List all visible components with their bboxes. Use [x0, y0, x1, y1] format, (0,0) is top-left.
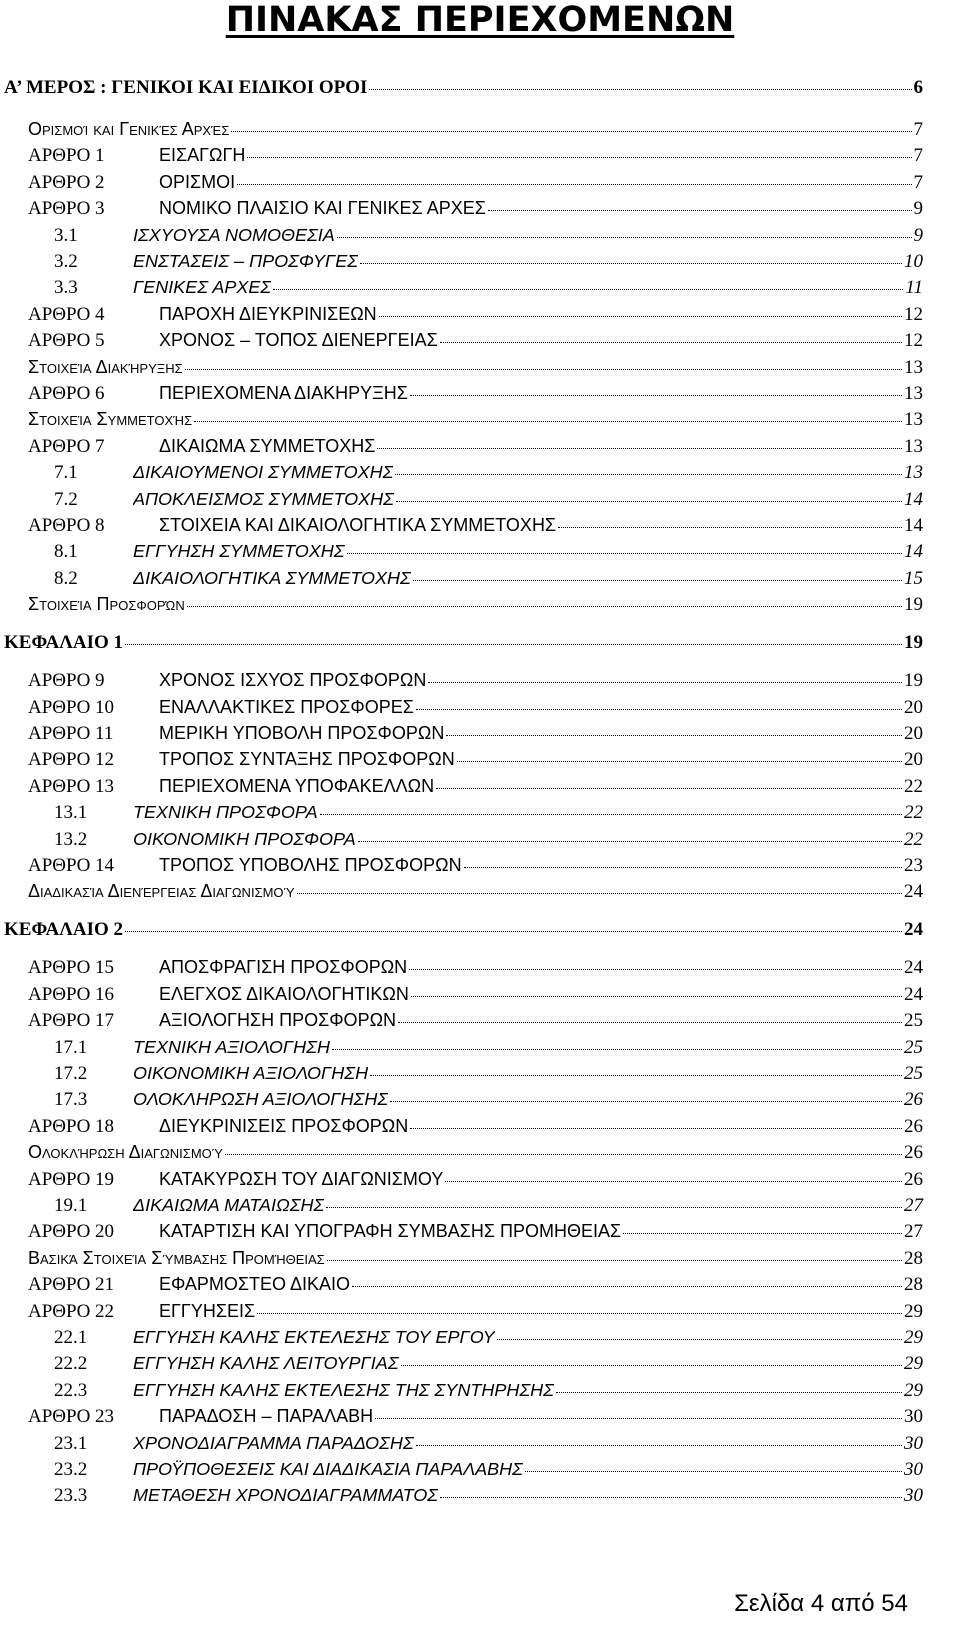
toc-entry[interactable]	[54, 1380, 923, 1407]
toc-entry-number: ΑΡΘΡΟ 8	[28, 515, 105, 536]
toc-entry-page: 27	[904, 1221, 923, 1243]
toc-entry[interactable]	[28, 1169, 923, 1196]
toc-entry[interactable]	[28, 330, 923, 357]
toc-entry-title: Ορισμοί και Γενικές Αρχές	[28, 119, 230, 139]
dot-leader	[377, 448, 902, 449]
toc-entry-number: ΑΡΘΡΟ 5	[28, 330, 105, 352]
toc-entry-title: ΕΓΓΥΗΣΗ ΚΑΛΗΣ ΛΕΙΤΟΥΡΓΙΑΣ	[133, 1353, 399, 1374]
dot-leader	[225, 1154, 902, 1155]
toc-entry[interactable]	[28, 1248, 923, 1275]
toc-entry-number: 3.1	[54, 224, 78, 246]
toc-entry[interactable]	[54, 829, 923, 856]
toc-entry-title: ΕΝΑΛΛΑΚΤΙΚΕΣ ΠΡΟΣΦΟΡΕΣ	[159, 696, 414, 717]
toc-entry-number: ΑΡΘΡΟ 22	[28, 1300, 115, 1322]
toc-entry-number: 17.1	[54, 1036, 88, 1058]
toc-entry-title: ΤΕΧΝΙΚΗ ΑΞΙΟΛΟΓΗΣΗ	[133, 1036, 330, 1057]
toc-entry-title: ΔΙΕΥΚΡΙΝΙΣΕΙΣ ΠΡΟΣΦΟΡΩΝ	[159, 1115, 409, 1136]
toc-entry-number: 13.2	[54, 828, 88, 850]
toc-entry-page: 13	[904, 462, 923, 484]
toc-entry-page: 7	[913, 171, 923, 193]
toc-entry-title: ΠΑΡΑΔΟΣΗ – ΠΑΡΑΛΑΒΗ	[159, 1406, 374, 1427]
dot-leader	[409, 969, 902, 970]
dot-leader	[416, 709, 902, 710]
dot-leader	[320, 814, 902, 815]
toc-entry[interactable]	[54, 1433, 923, 1460]
toc-entry-number: ΑΡΘΡΟ 19	[28, 1168, 115, 1190]
toc-entry-title: ΧΡΟΝΟΔΙΑΓΡΑΜΜΑ ΠΑΡΑΔΟΣΗΣ	[133, 1432, 414, 1453]
dot-leader	[125, 931, 902, 932]
toc-entry-page: 14	[904, 515, 923, 536]
toc-entry-number: ΑΡΘΡΟ 4	[28, 303, 105, 325]
toc-entry-number: ΑΡΘΡΟ 23	[28, 1406, 115, 1428]
dot-leader	[457, 761, 902, 762]
toc-entry[interactable]	[54, 489, 923, 516]
toc-entry-number: 22.3	[54, 1379, 88, 1401]
toc-entry-number: ΑΡΘΡΟ 6	[28, 383, 105, 404]
dot-leader	[525, 1471, 902, 1472]
dot-leader	[297, 893, 902, 894]
toc-entry-page: 13	[904, 409, 923, 431]
toc-entry[interactable]	[4, 77, 923, 104]
dot-leader	[558, 527, 902, 528]
toc-entry-number: ΑΡΘΡΟ 15	[28, 957, 115, 979]
dot-leader	[327, 1260, 902, 1261]
toc-entry-title: ΝΟΜΙΚΟ ΠΛΑΙΣΙΟ ΚΑΙ ΓΕΝΙΚΕΣ ΑΡΧΕΣ	[159, 198, 486, 219]
toc-entry-number: 22.2	[54, 1353, 88, 1375]
toc-entry-page: 28	[904, 1247, 923, 1269]
toc-entry-title: ΧΡΟΝΟΣ ΙΣΧΥΟΣ ΠΡΟΣΦΟΡΩΝ	[159, 670, 427, 691]
toc-entry[interactable]	[28, 357, 923, 384]
page-title: ΠΙΝΑΚΑΣ ΠΕΡΙΕΧΟΜΕΝΩΝ	[225, 0, 735, 40]
toc-entry-page: 9	[913, 198, 923, 220]
toc-entry-number: ΑΡΘΡΟ 7	[28, 435, 105, 457]
toc-entry[interactable]	[28, 670, 923, 697]
toc-entry-title: ΧΡΟΝΟΣ – ΤΟΠΟΣ ΔΙΕΝΕΡΓΕΙΑΣ	[159, 330, 438, 351]
toc-entry-page: 7	[913, 119, 923, 140]
toc-entry-page: 13	[904, 383, 923, 404]
toc-entry-number: ΑΡΘΡΟ 1	[28, 145, 105, 167]
toc-entry[interactable]	[28, 776, 923, 803]
dot-leader	[398, 1022, 902, 1023]
toc-entry-title: Ολοκλήρωση Διαγωνισμού	[28, 1142, 223, 1163]
toc-entry-number: ΑΡΘΡΟ 3	[28, 198, 105, 220]
dot-leader	[337, 237, 912, 238]
toc-entry-page: 22	[904, 828, 923, 850]
toc-entry[interactable]	[28, 409, 923, 436]
toc-entry-title: ΚΑΤΑΚΥΡΩΣΗ ΤΟΥ ΔΙΑΓΩΝΙΣΜΟΥ	[159, 1168, 444, 1189]
dot-leader	[488, 210, 912, 211]
toc-entry-page: 27	[904, 1195, 923, 1216]
toc-entry-page: 20	[904, 723, 923, 744]
toc-entry-title: ΕΛΕΓΧΟΣ ΔΙΚΑΙΟΛΟΓΗΤΙΚΩΝ	[159, 983, 409, 1004]
toc-entry[interactable]	[28, 172, 923, 199]
toc-entry-page: 29	[904, 1300, 923, 1322]
toc-entry-title: ΓΕΝΙΚΕΣ ΑΡΧΕΣ	[133, 277, 272, 298]
toc-entry[interactable]	[54, 462, 923, 489]
toc-entry-page: 20	[904, 749, 923, 771]
toc-entry-number: 3.3	[54, 277, 78, 299]
dot-leader	[273, 289, 903, 290]
toc-entry-title: Βασικά Στοιχεία Σύμβασης Προμήθειας	[28, 1247, 325, 1268]
dot-leader	[247, 157, 911, 158]
toc-entry[interactable]	[28, 198, 923, 225]
toc-entry[interactable]	[54, 1063, 923, 1090]
toc-entry-page: 30	[904, 1459, 923, 1480]
toc-entry-title: ΚΑΤΑΡΤΙΣΗ ΚΑΙ ΥΠΟΓΡΑΦΗ ΣΥΜΒΑΣΗΣ ΠΡΟΜΗΘΕΙΑΣ	[159, 1221, 622, 1242]
toc-entry-title: ΟΛΟΚΛΗΡΩΣΗ ΑΞΙΟΛΟΓΗΣΗΣ	[133, 1089, 389, 1110]
toc-entry-title: ΕΓΓΥΗΣΗ ΚΑΛΗΣ ΕΚΤΕΛΕΣΗΣ ΤΗΣ ΣΥΝΤΗΡΗΣΗΣ	[133, 1379, 554, 1400]
toc-entry[interactable]	[28, 749, 923, 776]
toc-entry-page: 6	[913, 77, 923, 98]
toc-entry-page: 26	[904, 1115, 923, 1137]
toc-entry-title: ΔΙΚΑΙΩΜΑ ΣΥΜΜΕΤΟΧΗΣ	[159, 435, 376, 456]
toc-entry[interactable]	[28, 304, 923, 331]
dot-leader	[231, 131, 911, 132]
toc-entry-number: ΑΡΘΡΟ 18	[28, 1115, 115, 1137]
toc-entry-number: 13.1	[54, 802, 88, 824]
toc-entry-page: 25	[904, 1010, 923, 1032]
toc-entry[interactable]	[28, 1221, 923, 1248]
toc-entry[interactable]	[54, 277, 923, 304]
toc-entry[interactable]	[54, 1459, 923, 1486]
toc-entry-number: 7.2	[54, 488, 78, 510]
toc-entry-page: 26	[904, 1168, 923, 1190]
toc-entry-number: 23.1	[54, 1432, 88, 1454]
dot-leader	[390, 1101, 902, 1102]
toc-entry-number: 23.2	[54, 1459, 88, 1480]
toc-entry-page: 9	[913, 224, 923, 246]
dot-leader	[237, 184, 911, 185]
dot-leader	[464, 867, 902, 868]
toc-entry[interactable]	[54, 1037, 923, 1064]
toc-entry-title: ΙΣΧΥΟΥΣΑ ΝΟΜΟΘΕΣΙΑ	[133, 224, 335, 245]
toc-entry-page: 24	[904, 983, 923, 1005]
toc-entry-title: ΕΦΑΡΜΟΣΤΕΟ ΔΙΚΑΙΟ	[159, 1274, 351, 1295]
toc-entry-page: 19	[904, 594, 923, 616]
toc-entry-page: 24	[904, 957, 923, 979]
dot-leader	[379, 316, 902, 317]
toc-entry-number: ΑΡΘΡΟ 21	[28, 1274, 115, 1296]
toc-entry-title: ΑΠΟΣΦΡΑΓΙΣΗ ΠΡΟΣΦΟΡΩΝ	[159, 957, 408, 978]
toc-entry-page: 14	[904, 541, 923, 563]
toc-entry-page: 15	[904, 567, 923, 589]
toc-entry-title: ΟΙΚΟΝΟΜΙΚΗ ΠΡΟΣΦΟΡΑ	[133, 828, 356, 849]
toc-entry[interactable]	[54, 568, 923, 595]
toc-entry-title: ΔΙΚΑΙΟΥΜΕΝΟΙ ΣΥΜΜΕΤΟΧΗΣ	[133, 462, 394, 483]
toc-entry[interactable]	[28, 383, 923, 410]
toc-entry-title: ΠΕΡΙΕΧΟΜΕΝΑ ΥΠΟΦΑΚΕΛΛΩΝ	[159, 775, 435, 796]
dot-leader	[370, 1075, 902, 1076]
toc-entry-number: ΑΡΘΡΟ 9	[28, 670, 105, 692]
toc-entry-page: 7	[913, 145, 923, 167]
toc-entry-number: ΑΡΘΡΟ 2	[28, 171, 105, 193]
dot-leader	[187, 606, 902, 607]
toc-entry-page: 30	[904, 1485, 923, 1507]
toc-entry[interactable]	[54, 1195, 923, 1222]
toc-entry-title: ΑΠΟΚΛΕΙΣΜΟΣ ΣΥΜΜΕΤΟΧΗΣ	[133, 488, 394, 509]
toc-entry-page: 22	[904, 775, 923, 797]
toc-entry[interactable]	[28, 957, 923, 984]
toc-entry-number: ΑΡΘΡΟ 20	[28, 1221, 115, 1243]
dot-leader	[395, 474, 902, 475]
dot-leader	[556, 1392, 902, 1393]
toc-entry-page: 13	[904, 435, 923, 457]
toc-entry-page: 11	[905, 277, 923, 299]
toc-entry[interactable]	[28, 594, 923, 621]
toc-entry-number: 23.3	[54, 1485, 88, 1507]
dot-leader	[326, 1207, 902, 1208]
toc-entry-page: 22	[904, 802, 923, 824]
toc-entry-title: Στοιχεία Διακήρυξης	[28, 356, 183, 377]
toc-entry-number: ΑΡΘΡΟ 17	[28, 1010, 115, 1032]
toc-entry[interactable]	[28, 1274, 923, 1301]
toc-entry-title: ΠΡΟΫΠΟΘΕΣΕΙΣ ΚΑΙ ΔΙΑΔΙΚΑΣΙΑ ΠΑΡΑΛΑΒΗΣ	[133, 1459, 523, 1479]
toc-entry-page: 23	[904, 855, 923, 876]
toc-entry-title: ΕΙΣΑΓΩΓΗ	[159, 145, 246, 166]
toc-entry[interactable]	[28, 881, 923, 908]
toc-entry-number: 8.2	[54, 567, 78, 589]
toc-entry-title: ΜΕΤΑΘΕΣΗ ΧΡΟΝΟΔΙΑΓΡΑΜΜΑΤΟΣ	[133, 1485, 439, 1506]
toc-entry-page: 29	[904, 1379, 923, 1401]
toc-entry[interactable]	[28, 984, 923, 1011]
toc-entry-page: 29	[904, 1327, 923, 1348]
dot-leader	[623, 1233, 902, 1234]
toc-entry[interactable]	[54, 541, 923, 568]
toc-entry-title: Α’ ΜΕΡΟΣ : ΓΕΝΙΚΟΙ ΚΑΙ ΕΙΔΙΚΟΙ ΟΡΟΙ	[4, 77, 368, 98]
toc-entry-title: ΔΙΚΑΙΟΛΟΓΗΤΙΚΑ ΣΥΜΜΕΤΟΧΗΣ	[133, 567, 411, 588]
toc-entry-number: 8.1	[54, 541, 78, 563]
dot-leader	[411, 996, 902, 997]
dot-leader	[446, 735, 902, 736]
dot-leader	[428, 682, 902, 683]
dot-leader	[352, 1286, 902, 1287]
toc-entry-number: ΑΡΘΡΟ 11	[28, 723, 114, 744]
dot-leader	[401, 1365, 902, 1366]
toc-entry-page: 12	[904, 330, 923, 352]
toc-entry-number: 19.1	[54, 1195, 88, 1216]
toc-entry-page: 25	[904, 1063, 923, 1084]
dot-leader	[436, 788, 902, 789]
toc-entry-title: ΕΓΓΥΗΣΗ ΣΥΜΜΕΤΟΧΗΣ	[133, 541, 345, 562]
toc-entry[interactable]	[28, 1406, 923, 1433]
toc-entry-title: ΠΑΡΟΧΗ ΔΙΕΥΚΡΙΝΙΣΕΩΝ	[159, 303, 377, 324]
dot-leader	[360, 263, 902, 264]
toc-entry-number: ΑΡΘΡΟ 12	[28, 749, 115, 771]
toc-entry[interactable]	[54, 1327, 923, 1354]
toc-entry[interactable]	[28, 1301, 923, 1328]
dot-leader	[416, 1445, 902, 1446]
toc-entry[interactable]	[54, 1485, 923, 1512]
toc-entry[interactable]	[28, 1142, 923, 1169]
toc-entry-title: ΜΕΡΙΚΗ ΥΠΟΒΟΛΗ ΠΡΟΣΦΟΡΩΝ	[159, 723, 445, 743]
toc-entry-title: ΣΤΟΙΧΕΙΑ ΚΑΙ ΔΙΚΑΙΟΛΟΓΗΤΙΚΑ ΣΥΜΜΕΤΟΧΗΣ	[159, 515, 557, 535]
toc-entry-number: ΑΡΘΡΟ 16	[28, 983, 115, 1005]
dot-leader	[440, 342, 902, 343]
toc-entry-page: 20	[904, 696, 923, 718]
toc-entry-title: ΔΙΚΑΙΩΜΑ ΜΑΤΑΙΩΣΗΣ	[133, 1195, 325, 1215]
dot-leader	[358, 841, 902, 842]
toc-entry-title: ΤΕΧΝΙΚΗ ΠΡΟΣΦΟΡΑ	[133, 802, 318, 823]
toc-entry-title: Στοιχεία Προσφορών	[28, 594, 185, 615]
dot-leader	[194, 421, 902, 422]
toc-entry[interactable]	[54, 1089, 923, 1116]
dot-leader	[347, 553, 902, 554]
toc-entry-title: ΤΡΟΠΟΣ ΣΥΝΤΑΞΗΣ ΠΡΟΣΦΟΡΩΝ	[159, 749, 455, 770]
toc-entry-number: ΑΡΘΡΟ 14	[28, 855, 115, 876]
toc-entry-title: ΠΕΡΙΕΧΟΜΕΝΑ ΔΙΑΚΗΡΥΞΗΣ	[159, 383, 408, 403]
dot-leader	[396, 501, 902, 502]
dot-leader	[332, 1049, 902, 1050]
toc-entry-number: 17.3	[54, 1089, 88, 1111]
toc-entry-page: 26	[904, 1089, 923, 1111]
toc-entry[interactable]	[28, 436, 923, 463]
dot-leader	[125, 644, 902, 645]
toc-entry-title: ΑΞΙΟΛΟΓΗΣΗ ΠΡΟΣΦΟΡΩΝ	[159, 1010, 397, 1031]
toc-entry[interactable]	[28, 515, 923, 542]
dot-leader	[375, 1418, 902, 1419]
toc-entry[interactable]	[28, 1116, 923, 1143]
toc-entry[interactable]	[28, 119, 923, 146]
toc-entry-number: ΑΡΘΡΟ 13	[28, 775, 115, 797]
toc-entry-title: ΚΕΦΑΛΑΙΟ 1	[4, 632, 124, 654]
toc-entry[interactable]	[28, 855, 923, 882]
toc-entry-title: Στοιχεία Συμμετοχής	[28, 409, 193, 430]
dot-leader	[413, 580, 902, 581]
toc-entry-page: 19	[904, 632, 923, 654]
toc-entry-page: 25	[904, 1036, 923, 1058]
toc-entry-page: 30	[904, 1432, 923, 1454]
toc-entry-title: ΟΙΚΟΝΟΜΙΚΗ ΑΞΙΟΛΟΓΗΣΗ	[133, 1063, 369, 1083]
toc-entry[interactable]	[28, 697, 923, 724]
toc-entry-title: ΤΡΟΠΟΣ ΥΠΟΒΟΛΗΣ ΠΡΟΣΦΟΡΩΝ	[159, 855, 462, 875]
toc-entry[interactable]	[4, 919, 923, 946]
toc-entry-page: 24	[904, 881, 923, 903]
toc-entry-number: 17.2	[54, 1063, 88, 1084]
dot-leader	[497, 1339, 902, 1340]
toc-entry-page: 29	[904, 1353, 923, 1375]
toc-entry[interactable]	[28, 723, 923, 750]
toc-entry-page: 13	[904, 356, 923, 378]
toc-entry-page: 14	[904, 488, 923, 510]
toc-entry-title: ΟΡΙΣΜΟΙ	[159, 171, 236, 192]
toc-entry-title: ΕΓΓΥΗΣΗ ΚΑΛΗΣ ΕΚΤΕΛΕΣΗΣ ΤΟΥ ΕΡΓΟΥ	[133, 1327, 495, 1347]
toc-entry-title: ΚΕΦΑΛΑΙΟ 2	[4, 919, 124, 941]
toc-entry-number: ΑΡΘΡΟ 10	[28, 696, 115, 718]
toc-entry-title: ΕΓΓΥΗΣΕΙΣ	[159, 1300, 256, 1321]
toc-entry-number: 22.1	[54, 1327, 88, 1348]
dot-leader	[369, 89, 911, 90]
toc-entry-page: 28	[904, 1274, 923, 1296]
page-number-footer: Σελίδα 4 από 54	[734, 1590, 908, 1617]
dot-leader	[410, 395, 902, 396]
toc-entry[interactable]	[54, 802, 923, 829]
dot-leader	[410, 1128, 902, 1129]
toc-entry[interactable]	[54, 225, 923, 252]
toc-entry[interactable]	[28, 145, 923, 172]
toc-entry-page: 26	[904, 1142, 923, 1164]
toc-entry-title: Διαδικασία Διενέργειας Διαγωνισμού	[28, 881, 295, 902]
dot-leader	[257, 1313, 902, 1314]
toc-entry[interactable]	[54, 1353, 923, 1380]
dot-leader	[440, 1497, 902, 1498]
toc-entry-page: 24	[904, 919, 923, 941]
toc-entry-page: 19	[904, 670, 923, 692]
toc-entry[interactable]	[4, 632, 923, 659]
toc-entry-number: 3.2	[54, 251, 78, 272]
toc-entry[interactable]	[28, 1010, 923, 1037]
toc-entry[interactable]	[54, 251, 923, 278]
toc-entry-page: 30	[904, 1406, 923, 1428]
toc-entry-title: ΕΝΣΤΑΣΕΙΣ – ΠΡΟΣΦΥΓΕΣ	[133, 251, 359, 271]
toc-entry-number: 7.1	[54, 462, 78, 484]
toc-entry-page: 10	[904, 251, 923, 272]
dot-leader	[185, 369, 902, 370]
toc-entry-page: 12	[904, 303, 923, 325]
dot-leader	[445, 1181, 902, 1182]
